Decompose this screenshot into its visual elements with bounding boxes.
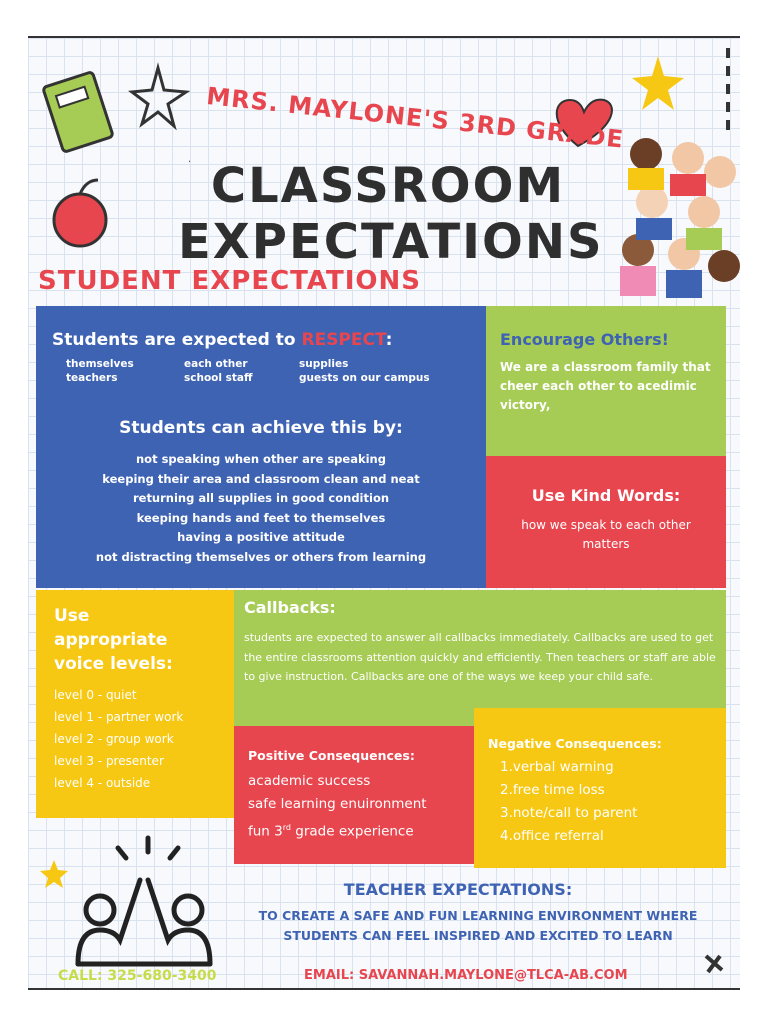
list-item: teachers	[66, 372, 118, 384]
list-item: keeping their area and classroom clean and neat	[102, 471, 420, 486]
list-item: 2.free time loss	[500, 782, 605, 798]
callbacks-text: students are expected to answer all callbacks immediately. Callbacks are used to get the entire classrooms attention quickly and efficiently. Then teachers or staff are able to give instruction. Callbacks are one of the ways we keep your child safe.	[244, 631, 716, 683]
star-icon	[132, 68, 186, 126]
list-item: level 3 - presenter	[54, 754, 164, 768]
list-item: 4.office referral	[500, 828, 604, 844]
callbacks-box	[234, 590, 726, 726]
list-item: returning all supplies in good condition	[132, 491, 390, 505]
voice-heading-line: Use	[54, 606, 90, 626]
encourage-heading: Encourage Others!	[500, 330, 669, 349]
kind-words-box	[486, 456, 726, 588]
page-title	[178, 158, 604, 270]
list-item: each other	[184, 358, 248, 370]
voice-heading-line: appropriate	[54, 630, 168, 650]
voice-levels-heading	[54, 604, 173, 676]
positive-consequences-box	[234, 726, 474, 864]
teacher-line: TO CREATE A SAFE AND FUN LEARNING ENVIRONMENT WHERE	[258, 908, 698, 923]
achieve-list	[36, 450, 486, 567]
teacher-expectations-text	[228, 906, 728, 946]
notebook-icon	[43, 72, 113, 153]
voice-levels-list	[54, 684, 183, 794]
title-line-1: CLASSROOM	[210, 158, 566, 214]
negative-consequences-box	[474, 708, 726, 868]
list-item: 3.note/call to parent	[500, 805, 638, 821]
list-item: level 0 - quiet	[54, 688, 137, 702]
star-icon	[40, 860, 68, 888]
list-item: keeping hands and feet to themselves	[136, 510, 386, 525]
list-item: level 2 - group work	[54, 732, 174, 746]
encourage-box	[486, 306, 726, 456]
encourage-text: We are a classroom family that cheer each other to acedimic victory,	[500, 360, 711, 412]
respect-box	[36, 306, 486, 588]
kind-words-text: how we speak to each other matters	[521, 518, 691, 551]
list-item: level 1 - partner work	[54, 710, 184, 724]
doodles	[40, 60, 190, 250]
kind-words-heading: Use Kind Words:	[531, 486, 681, 505]
apple-icon	[54, 180, 106, 246]
positive-heading: Positive Consequences:	[248, 748, 415, 763]
teacher-expectations-heading: TEACHER EXPECTATIONS:	[343, 880, 573, 899]
voice-heading-line: voice levels:	[54, 654, 173, 674]
list-item: guests on our campus	[299, 372, 430, 384]
respect-word: RESPECT	[301, 330, 386, 350]
respect-heading-suffix: :	[385, 330, 393, 350]
student-expectations-heading: STUDENT EXPECTATIONS	[38, 266, 421, 296]
kids-illustration	[608, 128, 740, 298]
item-text: fun 3	[248, 823, 283, 840]
list-item: school staff	[184, 372, 253, 384]
list-item: 1.verbal warning	[500, 759, 614, 775]
respect-heading-prefix: Students are expected to	[52, 330, 296, 350]
cross-doodle	[702, 952, 726, 976]
achieve-heading: Students can achieve this by:	[119, 418, 403, 438]
negative-heading: Negative Consequences:	[488, 736, 662, 751]
list-item	[248, 816, 427, 844]
list-item: academic success	[248, 773, 371, 789]
callbacks-heading: Callbacks:	[244, 598, 336, 617]
list-item: not distracting themselves or others from learning	[95, 549, 427, 564]
item-superscript: rd	[282, 823, 291, 832]
teacher-line: STUDENTS CAN FEEL INSPIRED AND EXCITED TO LEARN	[283, 928, 673, 943]
list-item: safe learning enuironment	[248, 796, 427, 812]
item-text: grade experience	[290, 823, 414, 840]
respect-list	[66, 358, 486, 384]
title-line-2: EXPECTATIONS	[178, 214, 604, 270]
negative-list	[500, 756, 637, 848]
list-item: themselves	[66, 358, 134, 370]
email-address: EMAIL: SAVANNAH.MAYLONE@TLCA-AB.COM	[304, 968, 628, 983]
flyer-page	[28, 36, 740, 990]
positive-list	[248, 770, 427, 844]
respect-heading	[52, 330, 392, 350]
list-item: having a positive attitude	[177, 530, 345, 544]
voice-levels-box	[36, 590, 234, 818]
phone-number: CALL: 325-680-3400	[58, 968, 217, 984]
list-item: level 4 - outside	[54, 776, 151, 790]
class-subtitle: MRS. MAYLONE'S 3RD GRADE	[205, 82, 626, 154]
high-five-icon	[38, 828, 238, 978]
list-item: supplies	[299, 358, 349, 370]
list-item: not speaking when other are speaking	[136, 452, 386, 466]
star-icon	[632, 56, 684, 110]
